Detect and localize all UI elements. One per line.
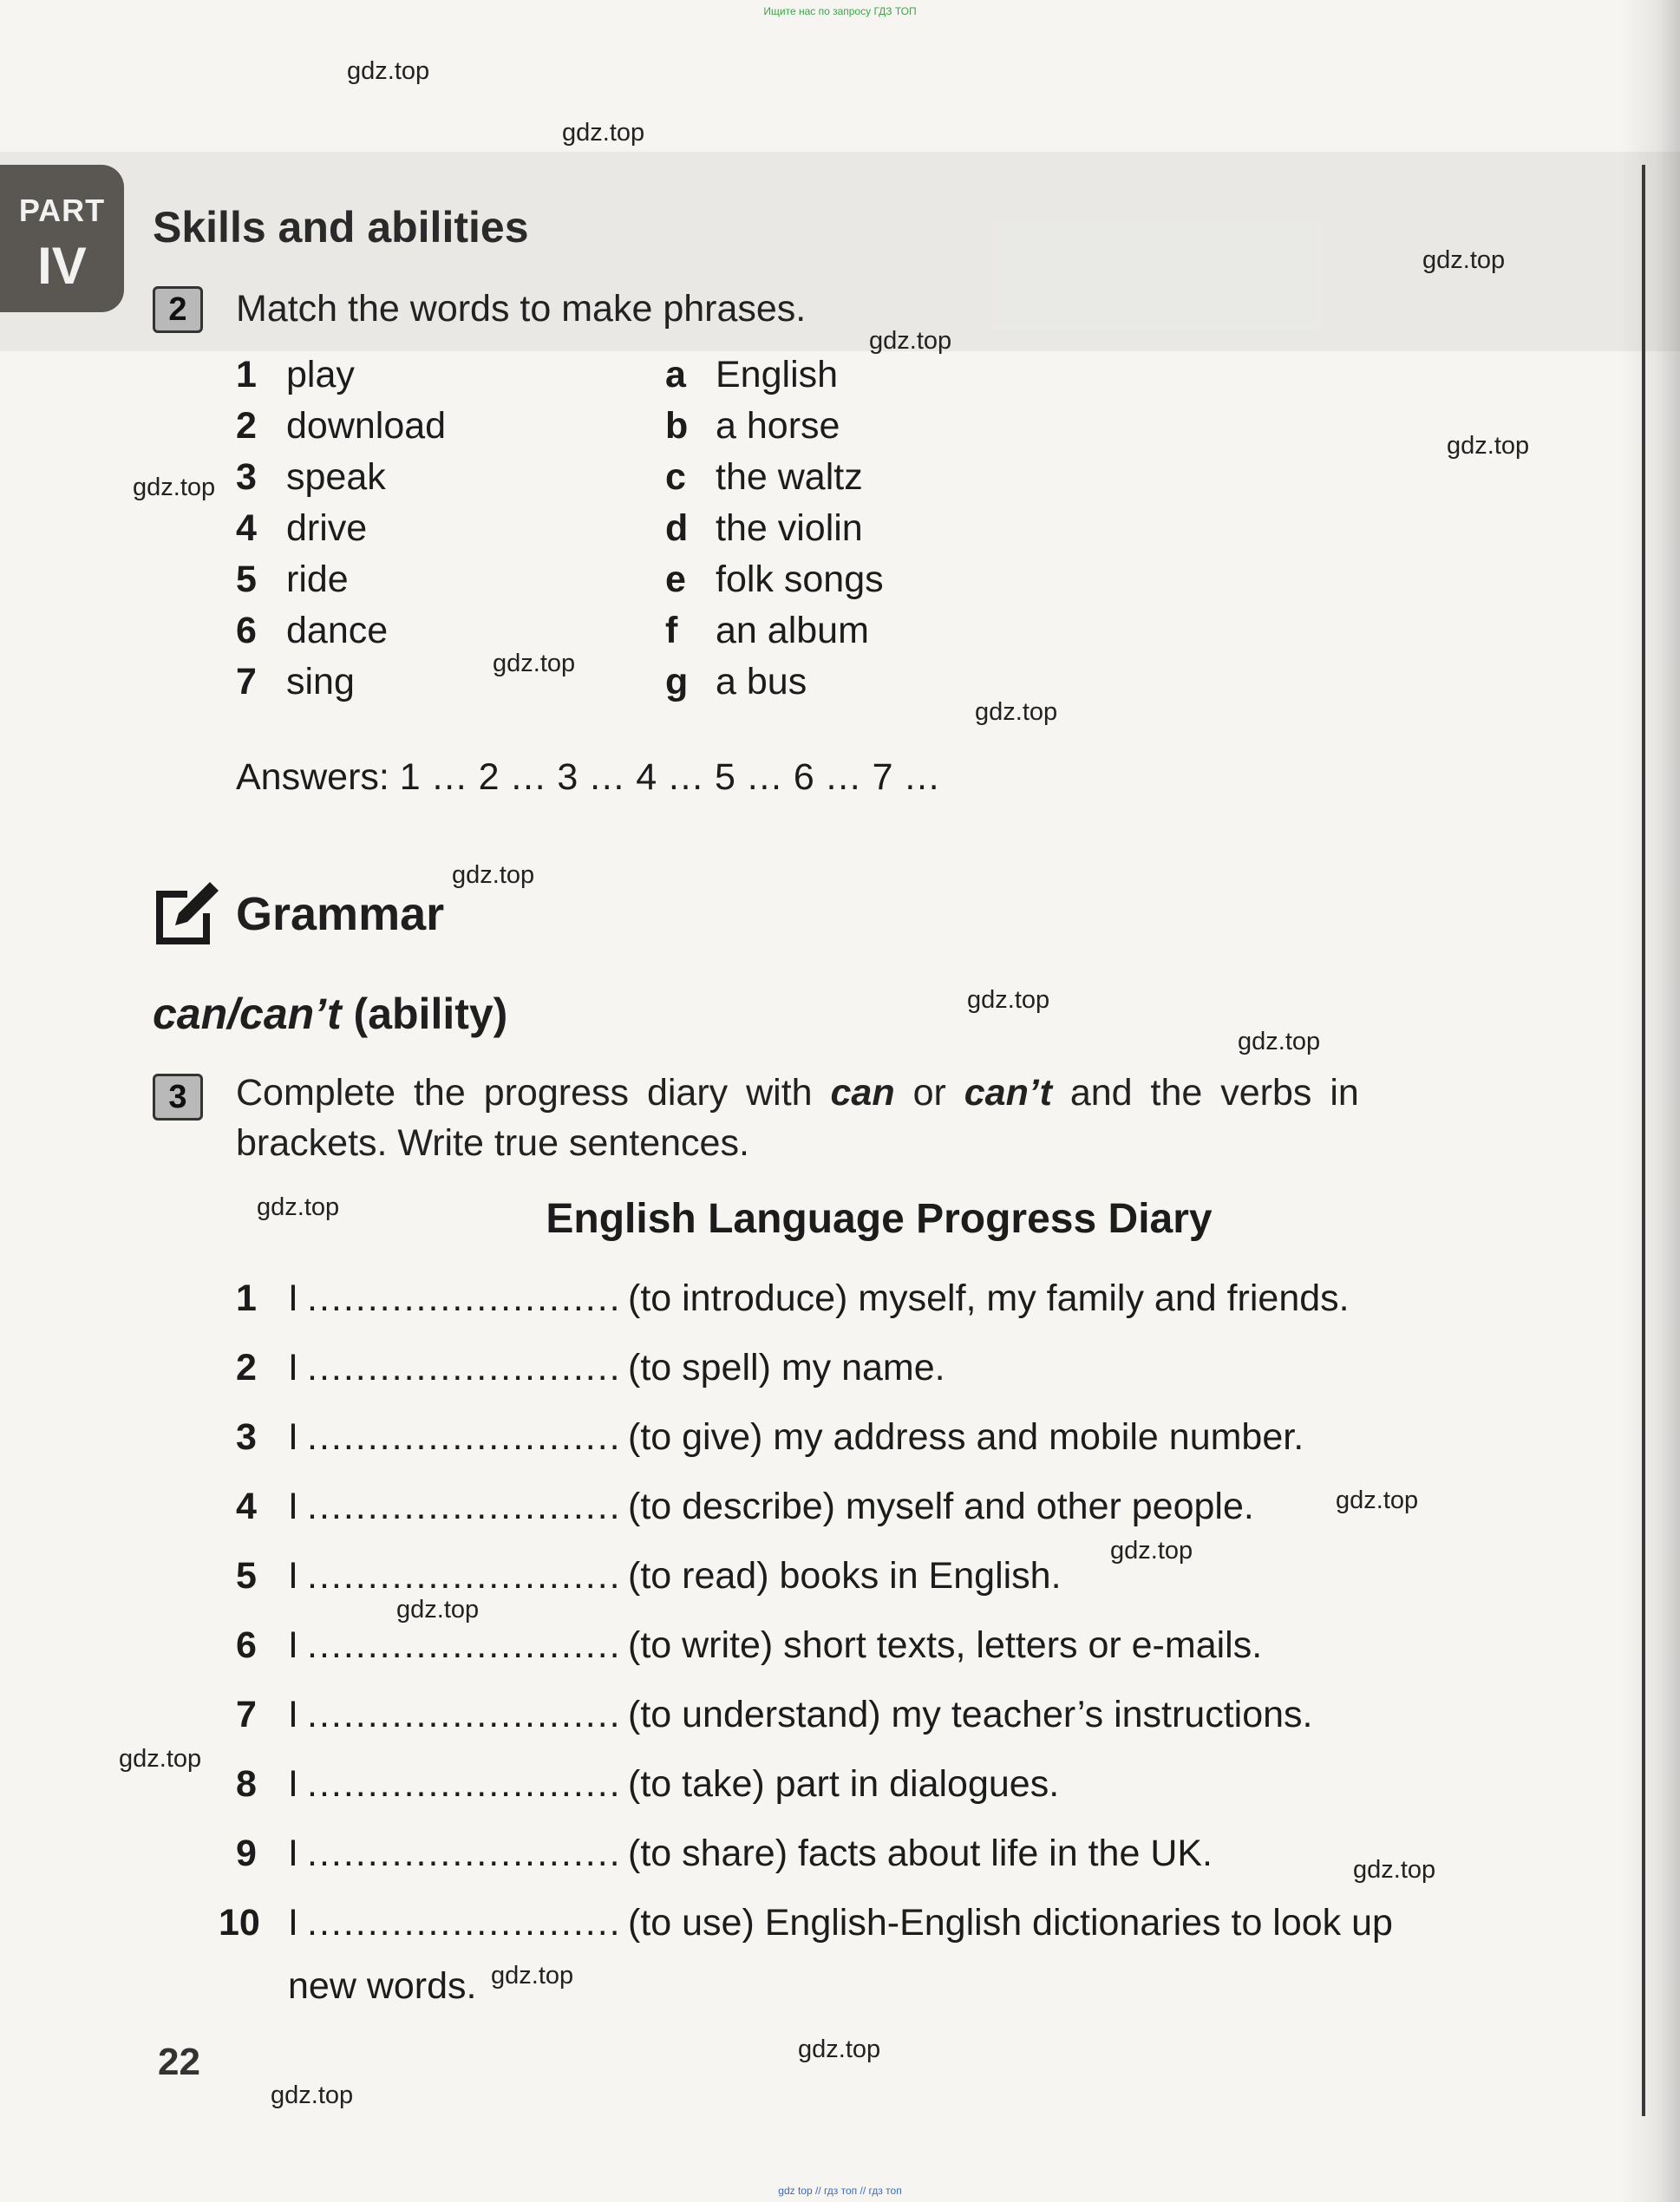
answer-blank: .......................... — [307, 1763, 622, 1805]
left-number: 2 — [236, 405, 257, 447]
pronoun: I — [288, 1416, 298, 1458]
left-number: 6 — [236, 610, 257, 651]
answer-blank: .......................... — [307, 1277, 622, 1319]
diary-title: English Language Progress Diary — [546, 1196, 1213, 1242]
watermark: gdz.top — [798, 2035, 881, 2063]
watermark: gdz.top — [1422, 246, 1506, 274]
left-number: 5 — [236, 559, 257, 600]
instr-cant: can’t — [964, 1072, 1052, 1114]
diary-row — [153, 1763, 1454, 1815]
item-number: 6 — [236, 1624, 257, 1666]
pronoun: I — [288, 1277, 298, 1319]
diary-row — [153, 1833, 1454, 1885]
item-text: (to share) facts about life in the UK. — [628, 1833, 1213, 1874]
watermark: gdz.top — [452, 861, 535, 889]
exercise-3-instruction-line2: brackets. Write true sentences. — [236, 1122, 749, 1164]
answer-blank: .......................... — [307, 1416, 622, 1458]
left-number: 1 — [236, 354, 257, 395]
subtitle-rest: (ability) — [341, 990, 508, 1038]
match-row — [236, 405, 1190, 454]
instr-text: Complete the progress diary with — [236, 1072, 831, 1114]
pronoun: I — [288, 1902, 298, 1944]
left-number: 7 — [236, 661, 257, 702]
item-text: (to describe) myself and other people. — [628, 1486, 1254, 1527]
watermark: gdz.top — [396, 1596, 480, 1624]
left-word: speak — [286, 456, 386, 498]
bottom-caption: gdz top // гдз топ // гдз топ — [778, 2185, 902, 2197]
right-letter: a — [665, 354, 686, 395]
right-phrase: an album — [716, 610, 869, 651]
diary-row — [153, 1347, 1454, 1399]
item-text: (to understand) my teacher’s instructions. — [628, 1694, 1313, 1735]
exercise-3-number: 3 — [153, 1074, 203, 1121]
watermark: gdz.top — [493, 650, 576, 677]
left-word: play — [286, 354, 355, 395]
item-text: (to read) books in English. — [628, 1555, 1062, 1597]
part-number: IV — [37, 237, 87, 295]
left-word: drive — [286, 507, 368, 549]
page-spine-shadow — [1619, 0, 1680, 2202]
right-phrase: folk songs — [716, 559, 884, 600]
instr-can: can — [830, 1072, 895, 1114]
answer-blank: .......................... — [307, 1624, 622, 1666]
diary-row — [153, 1624, 1454, 1676]
pronoun: I — [288, 1486, 298, 1527]
right-letter: g — [665, 661, 689, 702]
item-text: (to introduce) myself, my family and friends. — [628, 1277, 1350, 1319]
match-row — [236, 661, 1190, 709]
match-row — [236, 559, 1190, 607]
exercise-2-number: 2 — [153, 286, 203, 333]
right-phrase: English — [716, 354, 839, 395]
diary-row — [153, 1902, 1454, 1954]
subtitle-can-cant: can/can’t — [153, 990, 342, 1038]
diary-row — [153, 1555, 1454, 1607]
pronoun: I — [288, 1347, 298, 1389]
answer-blank: .......................... — [307, 1555, 622, 1597]
item-text: (to write) short texts, letters or e-mails. — [628, 1624, 1263, 1666]
watermark: gdz.top — [1447, 432, 1530, 460]
diary-row — [153, 1277, 1454, 1330]
right-letter: f — [665, 610, 678, 651]
pronoun: I — [288, 1624, 298, 1666]
answer-blank: .......................... — [307, 1347, 622, 1389]
exercise-2-instruction: Match the words to make phrases. — [236, 288, 807, 330]
instr-text: and the verbs in — [1051, 1072, 1359, 1114]
item-text: (to take) part in dialogues. — [628, 1763, 1060, 1805]
watermark: gdz.top — [119, 1745, 202, 1773]
watermark: gdz.top — [1238, 1028, 1321, 1055]
grammar-title: Grammar — [236, 888, 445, 940]
page-edge-line — [1642, 165, 1645, 2116]
page-number: 22 — [158, 2041, 200, 2083]
watermark: gdz.top — [491, 1962, 574, 1990]
match-row — [236, 507, 1190, 556]
answer-blank: .......................... — [307, 1694, 622, 1735]
watermark: gdz.top — [133, 474, 216, 501]
right-phrase: a bus — [716, 661, 807, 702]
top-caption: Ищите нас по запросу ГДЗ ТОП — [763, 5, 917, 17]
right-letter: b — [665, 405, 689, 447]
exercise-3-instruction-line1 — [236, 1072, 1359, 1114]
watermark: gdz.top — [347, 57, 430, 85]
match-row — [236, 354, 1190, 402]
answer-blank: .......................... — [307, 1833, 622, 1874]
item-text: (to spell) my name. — [628, 1347, 945, 1389]
left-word: download — [286, 405, 447, 447]
item-number: 7 — [236, 1694, 257, 1735]
watermark: gdz.top — [975, 698, 1058, 726]
left-number: 4 — [236, 507, 257, 549]
watermark: gdz.top — [967, 986, 1050, 1014]
diary-row — [153, 1694, 1454, 1746]
pronoun: I — [288, 1694, 298, 1735]
left-word: sing — [286, 661, 355, 702]
item-number: 2 — [236, 1347, 257, 1389]
right-phrase: the waltz — [716, 456, 863, 498]
pronoun: I — [288, 1763, 298, 1805]
right-letter: c — [665, 456, 686, 498]
watermark: gdz.top — [1110, 1537, 1193, 1565]
item-number: 4 — [236, 1486, 257, 1527]
item-text: (to use) English-English dictionaries to look up — [628, 1902, 1393, 1944]
left-number: 3 — [236, 456, 257, 498]
pencil-edit-icon — [153, 879, 222, 948]
item-number: 10 — [219, 1902, 260, 1944]
watermark: gdz.top — [271, 2081, 354, 2109]
left-word: ride — [286, 559, 349, 600]
item-number: 5 — [236, 1555, 257, 1597]
match-row — [236, 610, 1190, 658]
watermark: gdz.top — [1353, 1856, 1436, 1884]
answers-line: Answers: 1 … 2 … 3 … 4 … 5 … 6 … 7 … — [236, 756, 941, 798]
left-word: dance — [286, 610, 389, 651]
right-phrase: the violin — [716, 507, 863, 549]
item-text: (to give) my address and mobile number. — [628, 1416, 1304, 1458]
item-number: 8 — [236, 1763, 257, 1805]
pronoun: I — [288, 1555, 298, 1597]
watermark: gdz.top — [1336, 1487, 1419, 1514]
right-phrase: a horse — [716, 405, 840, 447]
item-number: 9 — [236, 1833, 257, 1874]
section-title: Skills and abilities — [153, 203, 529, 252]
item-10-continuation: new words. — [288, 1965, 477, 2007]
part-tab — [0, 165, 124, 312]
item-number: 1 — [236, 1277, 257, 1319]
instr-or: or — [894, 1072, 964, 1114]
right-letter: e — [665, 559, 686, 600]
right-letter: d — [665, 507, 689, 549]
item-number: 3 — [236, 1416, 257, 1458]
watermark: gdz.top — [562, 119, 645, 147]
watermark: gdz.top — [869, 327, 952, 355]
match-row — [236, 456, 1190, 505]
grammar-subtitle — [153, 989, 507, 1039]
diary-row — [153, 1486, 1454, 1538]
diary-row — [153, 1416, 1454, 1468]
answer-blank: .......................... — [307, 1902, 622, 1944]
watermark: gdz.top — [257, 1193, 340, 1221]
part-label: PART — [18, 193, 106, 228]
pronoun: I — [288, 1833, 298, 1874]
answer-blank: .......................... — [307, 1486, 622, 1527]
